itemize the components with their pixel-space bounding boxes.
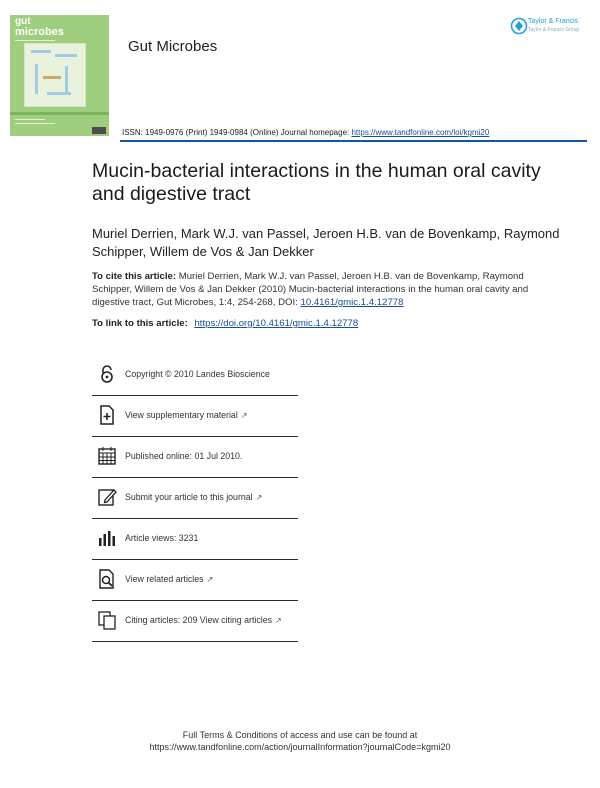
meta-views: Article views: 3231 xyxy=(92,519,298,560)
link-label: To link to this article: xyxy=(92,318,188,329)
cite-text: Muriel Derrien, Mark W.J. van Passel, Jeroen H.B. van de Bovenkamp, Raymond Schipper, Willem de Vos & Jan Dekker (2010) Mucin-bacterial interactions in the human oral cavity and digestive tract, Gut Microbes, 1:4, 254-268, DOI: xyxy=(92,271,529,308)
article-authors: Muriel Derrien, Mark W.J. van Passel, Jeroen H.B. van de Bovenkamp, Raymond Schipper, Willem de Vos & Jan Dekker xyxy=(92,226,560,259)
open-access-lock-icon xyxy=(97,364,117,384)
journal-cover xyxy=(10,15,109,136)
journal-name[interactable]: Gut Microbes xyxy=(128,38,218,55)
cover-publisher-badge xyxy=(92,127,106,134)
publisher-group: Taylor & Francis Group xyxy=(528,27,580,33)
cover-logo: gut microbes xyxy=(15,16,64,38)
search-document-icon xyxy=(97,569,117,589)
cover-artwork xyxy=(24,43,86,107)
cite-label: To cite this article: xyxy=(92,271,177,282)
article-title: Mucin-bacterial interactions in the human oral cavity and digestive tract xyxy=(92,160,541,205)
meta-supplementary[interactable]: View supplementary material ↗ xyxy=(92,396,298,437)
meta-citing[interactable]: Citing articles: 209 View citing articles ↗ xyxy=(92,601,298,642)
footer-terms-link[interactable]: https://www.tandfonline.com/action/journalInformation?journalCode=kgmi20 xyxy=(149,742,451,752)
publisher-name: Taylor & Francis xyxy=(528,18,579,25)
issn-line: ISSN: 1949-0976 (Print) 1949-0984 (Online) Journal homepage: https://www.tandfonline.com/loi/kgmi20 xyxy=(122,128,490,137)
meta-published: Published online: 01 Jul 2010. xyxy=(92,437,298,478)
meta-copyright: Copyright © 2010 Landes Bioscience xyxy=(92,355,298,396)
citation-block xyxy=(92,270,562,309)
calendar-icon xyxy=(97,446,117,466)
meta-related[interactable]: View related articles ↗ xyxy=(92,560,298,601)
external-link-icon: ↗ xyxy=(255,493,263,502)
edit-pencil-icon xyxy=(97,487,117,507)
external-link-icon: ↗ xyxy=(240,411,248,420)
footer-terms-text: Full Terms & Conditions of access and use can be found at xyxy=(182,730,418,740)
cite-doi-link[interactable]: 10.4161/gmic.1.4.12778 xyxy=(300,297,404,308)
bar-chart-icon xyxy=(97,528,117,548)
external-link-icon: ↗ xyxy=(275,616,282,625)
page-footer xyxy=(0,729,600,753)
citing-documents-icon xyxy=(97,610,117,630)
meta-submit[interactable]: Submit your article to this journal ↗ xyxy=(92,478,298,519)
article-doi-link[interactable]: https://doi.org/10.4161/gmic.1.4.12778 xyxy=(194,318,359,329)
article-link-line xyxy=(92,318,358,329)
header-divider xyxy=(120,140,587,142)
external-link-icon: ↗ xyxy=(206,575,214,584)
journal-homepage-link[interactable]: https://www.tandfonline.com/loi/kgmi20 xyxy=(351,128,490,137)
document-add-icon xyxy=(97,405,117,425)
